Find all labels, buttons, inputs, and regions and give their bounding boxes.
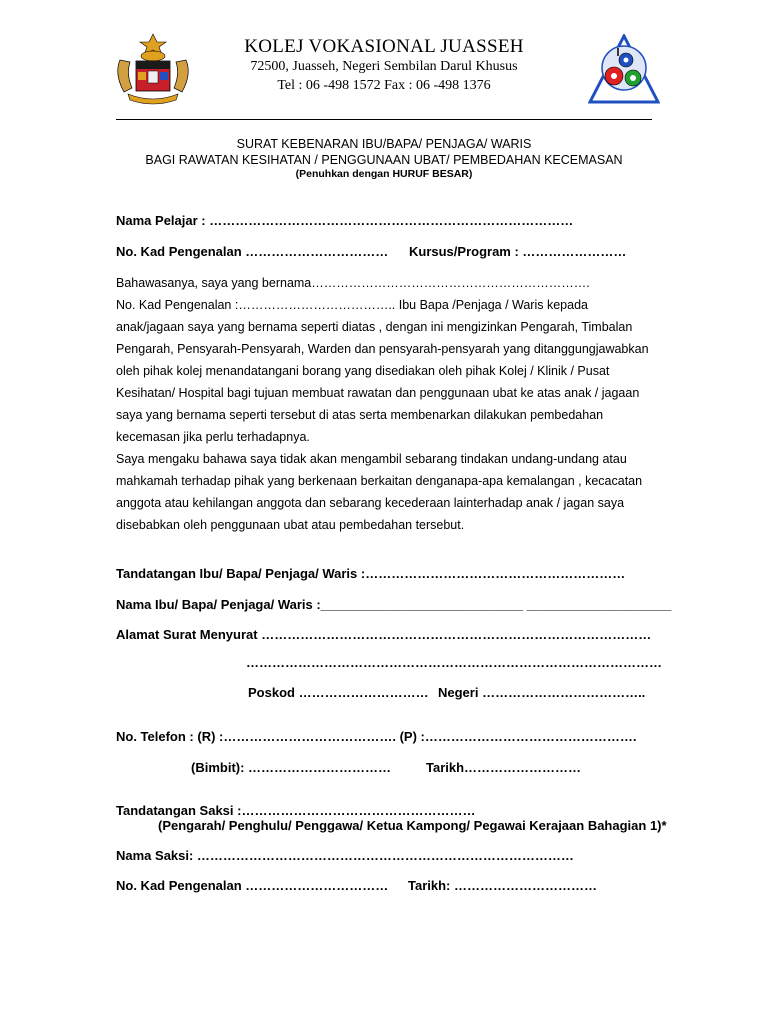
institution-name: KOLEJ VOKASIONAL JUASSEH <box>244 36 524 57</box>
mailing-address-field[interactable]: Alamat Surat Menyurat ……………………………………………………………………………… <box>116 627 652 642</box>
postcode-field[interactable]: Poskod ………………………… <box>248 685 429 700</box>
mobile-field[interactable]: (Bimbit): …………………………… <box>191 760 392 775</box>
declaration-paragraph <box>116 272 656 536</box>
header-divider <box>116 119 652 120</box>
form-instruction: (Penuhkan dengan HURUF BESAR) <box>295 168 473 180</box>
witness-signature-field[interactable]: Tandatangan Saksi :……………………………………………… <box>116 803 476 818</box>
declaration-line: disebabkan oleh penggunaan ubat atau pembedahan tersebut. <box>116 518 465 532</box>
declaration-line: No. Kad Pengenalan :……………………………….. Ibu Bapa /Penjaga / Waris kepada <box>116 298 588 312</box>
witness-date-field[interactable]: Tarikh: …………………………… <box>408 878 597 893</box>
parent-date-field[interactable]: Tarikh……………………… <box>426 760 582 775</box>
declaration-line: mahkamah terhadap pihak yang berkenaan berkaitan denganapa-apa kemalangan , kecacatan <box>116 474 643 488</box>
declaration-line: saya yang bernama seperti tersebut di atas serta membenarkan dilakukan pembedahan <box>116 408 604 422</box>
institution-address: 72500, Juasseh, Negeri Sembilan Darul Khusus <box>250 59 518 74</box>
institution-contact: Tel : 06 -498 1572 Fax : 06 -498 1376 <box>277 78 491 93</box>
student-name-field[interactable]: Nama Pelajar : ………………………………………………………………………… <box>116 213 574 228</box>
declaration-line: anggota atau kehilangan anggota dan sebarang kecederaan lainterhadap anak / jagan saya <box>116 496 625 510</box>
form-title-line2: BAGI RAWATAN KESIHATAN / PENGGUNAAN UBAT/ PEMBEDAHAN KECEMASAN <box>145 153 623 167</box>
witness-name-field[interactable]: Nama Saksi: …………………………………………………………………………… <box>116 848 574 863</box>
mailing-address-line2-field[interactable]: …………………………………………………………………………………… <box>246 655 662 670</box>
declaration-line: Kesihatan/ Hospital bagi tujuan membuat rawatan dan penggunaan ubat ke atas anak / jagaan <box>116 386 640 400</box>
parent-name-field[interactable]: Nama Ibu/ Bapa/ Penjaga/ Waris :____________________________ ____________________ <box>116 597 672 612</box>
phone-field[interactable]: No. Telefon : (R) :…………………………………. (P) :…………………………………………. <box>116 729 637 744</box>
student-ic-field[interactable]: No. Kad Pengenalan …………………………… <box>116 244 389 259</box>
declaration-line: anak/jagaan saya yang bernama seperti diatas , dengan ini mengizinkan Pengarah, Timbalan <box>116 320 633 334</box>
course-field[interactable]: Kursus/Program : …………………… <box>409 244 627 259</box>
declaration-line: kecemasan jika perlu terhadapnya. <box>116 430 310 444</box>
witness-role-note: (Pengarah/ Penghulu/ Penggawa/ Ketua Kampong/ Pegawai Kerajaan Bahagian 1)* <box>158 818 667 833</box>
form-title-line1: SURAT KEBENARAN IBU/BAPA/ PENJAGA/ WARIS <box>236 137 532 151</box>
declaration-line: Pengarah, Pensyarah-Pensyarah, Warden dan pensyarah-pensyarah yang ditanggungjawabkan <box>116 342 649 356</box>
witness-ic-field[interactable]: No. Kad Pengenalan …………………………… <box>116 878 389 893</box>
state-field[interactable]: Negeri ……………………………….. <box>438 685 646 700</box>
parent-signature-field[interactable]: Tandatangan Ibu/ Bapa/ Penjaga/ Waris :…………………………………………………… <box>116 566 626 581</box>
declaration-line: Saya mengaku bahawa saya tidak akan mengambil sebarang tindakan undang-undang atau <box>116 452 627 466</box>
declaration-line: oleh pihak kolej menandatangani borang yang disediakan oleh pihak Kolej / Klinik / Pusat <box>116 364 610 378</box>
declaration-line: Bahawasanya, saya yang bernama…………………………………………………………. <box>116 276 590 290</box>
